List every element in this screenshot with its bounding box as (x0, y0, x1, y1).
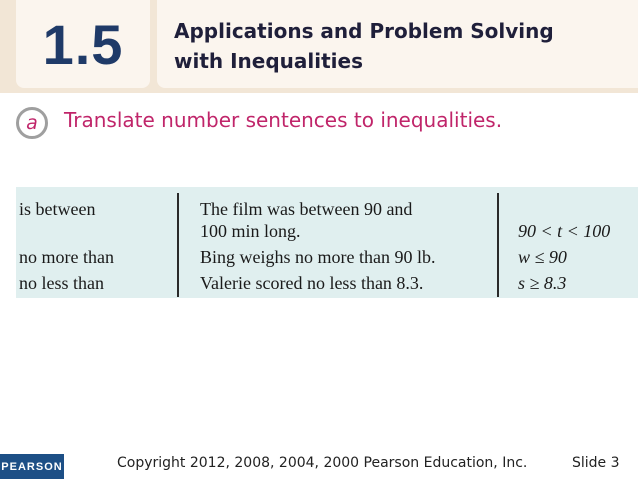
table-divider-2 (497, 193, 499, 297)
section-number: 1.5 (16, 0, 150, 88)
objective-letter-badge: a (16, 107, 48, 139)
row-3-sentence: Valerie scored no less than 8.3. (200, 273, 424, 293)
objective-text: Translate number sentences to inequalities. (64, 108, 503, 132)
row-3-phrase: no less than (19, 273, 104, 293)
row-3-inequality: s ≥ 8.3 (518, 273, 567, 293)
row-1-inequality: 90 < t < 100 (518, 221, 611, 241)
title-line-1: Applications and Problem Solving (174, 19, 554, 43)
title-line-2: with Inequalities (174, 49, 363, 73)
title-box (157, 0, 638, 88)
row-2-sentence: Bing weighs no more than 90 lb. (200, 247, 436, 267)
row-1-phrase: is between (19, 199, 96, 219)
slide-number: Slide 3 (572, 455, 620, 471)
row-2-phrase: no more than (19, 247, 114, 267)
copyright-text: Copyright 2012, 2008, 2004, 2000 Pearson Education, Inc. (117, 455, 528, 471)
translation-table (16, 187, 638, 298)
row-1-sentence-line-2: 100 min long. (200, 221, 301, 241)
row-2-inequality: w ≤ 90 (518, 247, 567, 267)
table-divider-1 (177, 193, 179, 297)
pearson-logo: PEARSON (0, 454, 64, 479)
slide-title (174, 16, 614, 76)
row-1-sentence-line-1: The film was between 90 and (200, 199, 413, 219)
